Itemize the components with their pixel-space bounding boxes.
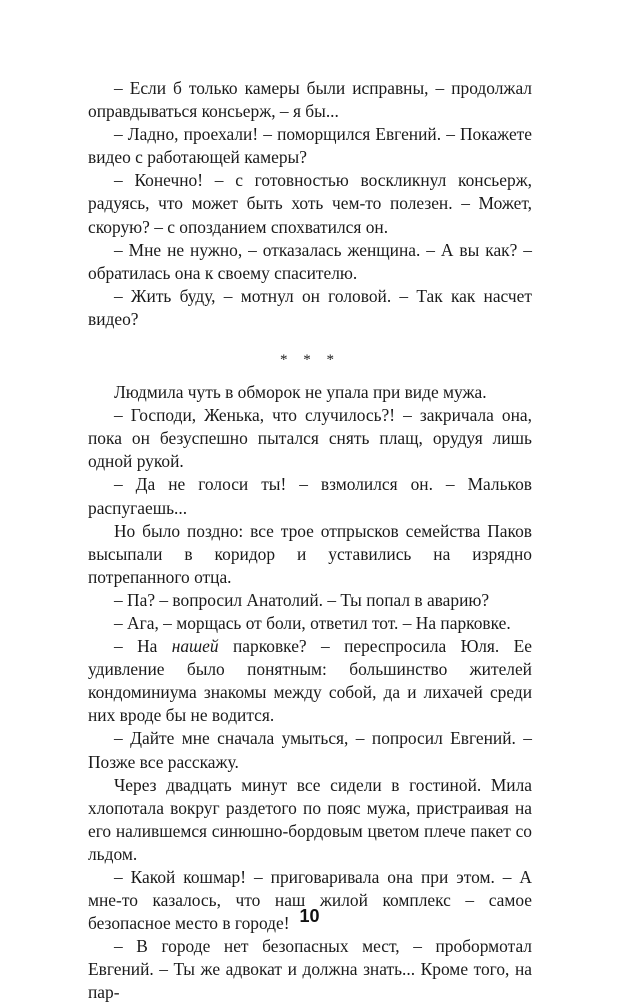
paragraph: – Господи, Женька, что случилось?! – закричала она, пока он безуспешно пытался снять плащ, орудуя лишь одной рукой.	[88, 405, 532, 472]
paragraph: – Если б только камеры были исправны, – продолжал оправдываться консьерж, – я бы...	[88, 78, 532, 122]
paragraph: – Ага, – морщась от боли, ответил тот. – На парковке.	[114, 612, 511, 633]
paragraph: – Ладно, проехали! – поморщился Евгений. – Покажете видео с работающей камеры?	[88, 124, 532, 168]
paragraph: – Конечно! – с готовностью воскликнул консьерж, радуясь, что может быть хоть чем-то полезен. – Может, скорую? – с опозданием спохватился он.	[88, 170, 532, 237]
paragraph: – Па? – вопросил Анатолий. – Ты попал в аварию?	[114, 589, 490, 610]
paragraph: – Жить буду, – мотнул он головой. – Так как насчет видео?	[88, 285, 532, 329]
page-text-block	[88, 77, 532, 1005]
paragraph: Людмила чуть в обморок не упала при виде мужа.	[114, 382, 487, 403]
section-separator: * * *	[280, 352, 340, 369]
paragraph: Но было поздно: все трое отпрысков семейства Паков высыпали в коридор и уставились на изрядно потрепанного отца.	[88, 520, 532, 587]
paragraph: – В городе нет безопасных мест, – пробормотал Евгений. – Ты же адвокат и должна знать... Кроме того, на пар-	[88, 936, 532, 1003]
paragraph: Через двадцать минут все сидели в гостиной. Мила хлопотала вокруг раздетого по пояс мужа, пристраивая на его налившемся синюшно-бордовым цветом плече пакет со льдом.	[88, 774, 532, 864]
paragraph: – Мне не нужно, – отказалась женщина. – А вы как? – обратилась она к своему спасителю.	[88, 239, 532, 283]
paragraph: – Дайте мне сначала умыться, – попросил Евгений. – Позже все расскажу.	[88, 728, 532, 772]
paragraph: – Какой кошмар! – приговаривала она при этом. – А мне-то казалось, что наш жилой комплекс – самое безопасное место в городе!	[88, 867, 532, 934]
emphasized-word: нашей	[171, 636, 219, 657]
paragraph-suffix: парковке? – переспросила Юля. Ее удивление было понятным: большинство жителей кондоминиума знакомы между собой, да и лихачей среди них вроде бы не водится.	[88, 636, 532, 726]
page-number: 10	[299, 906, 320, 926]
paragraph-with-emphasis	[88, 635, 532, 727]
paragraph-prefix: – На	[114, 636, 172, 657]
paragraph: – Да не голоси ты! – взмолился он. – Мальков распугаешь...	[88, 474, 532, 518]
